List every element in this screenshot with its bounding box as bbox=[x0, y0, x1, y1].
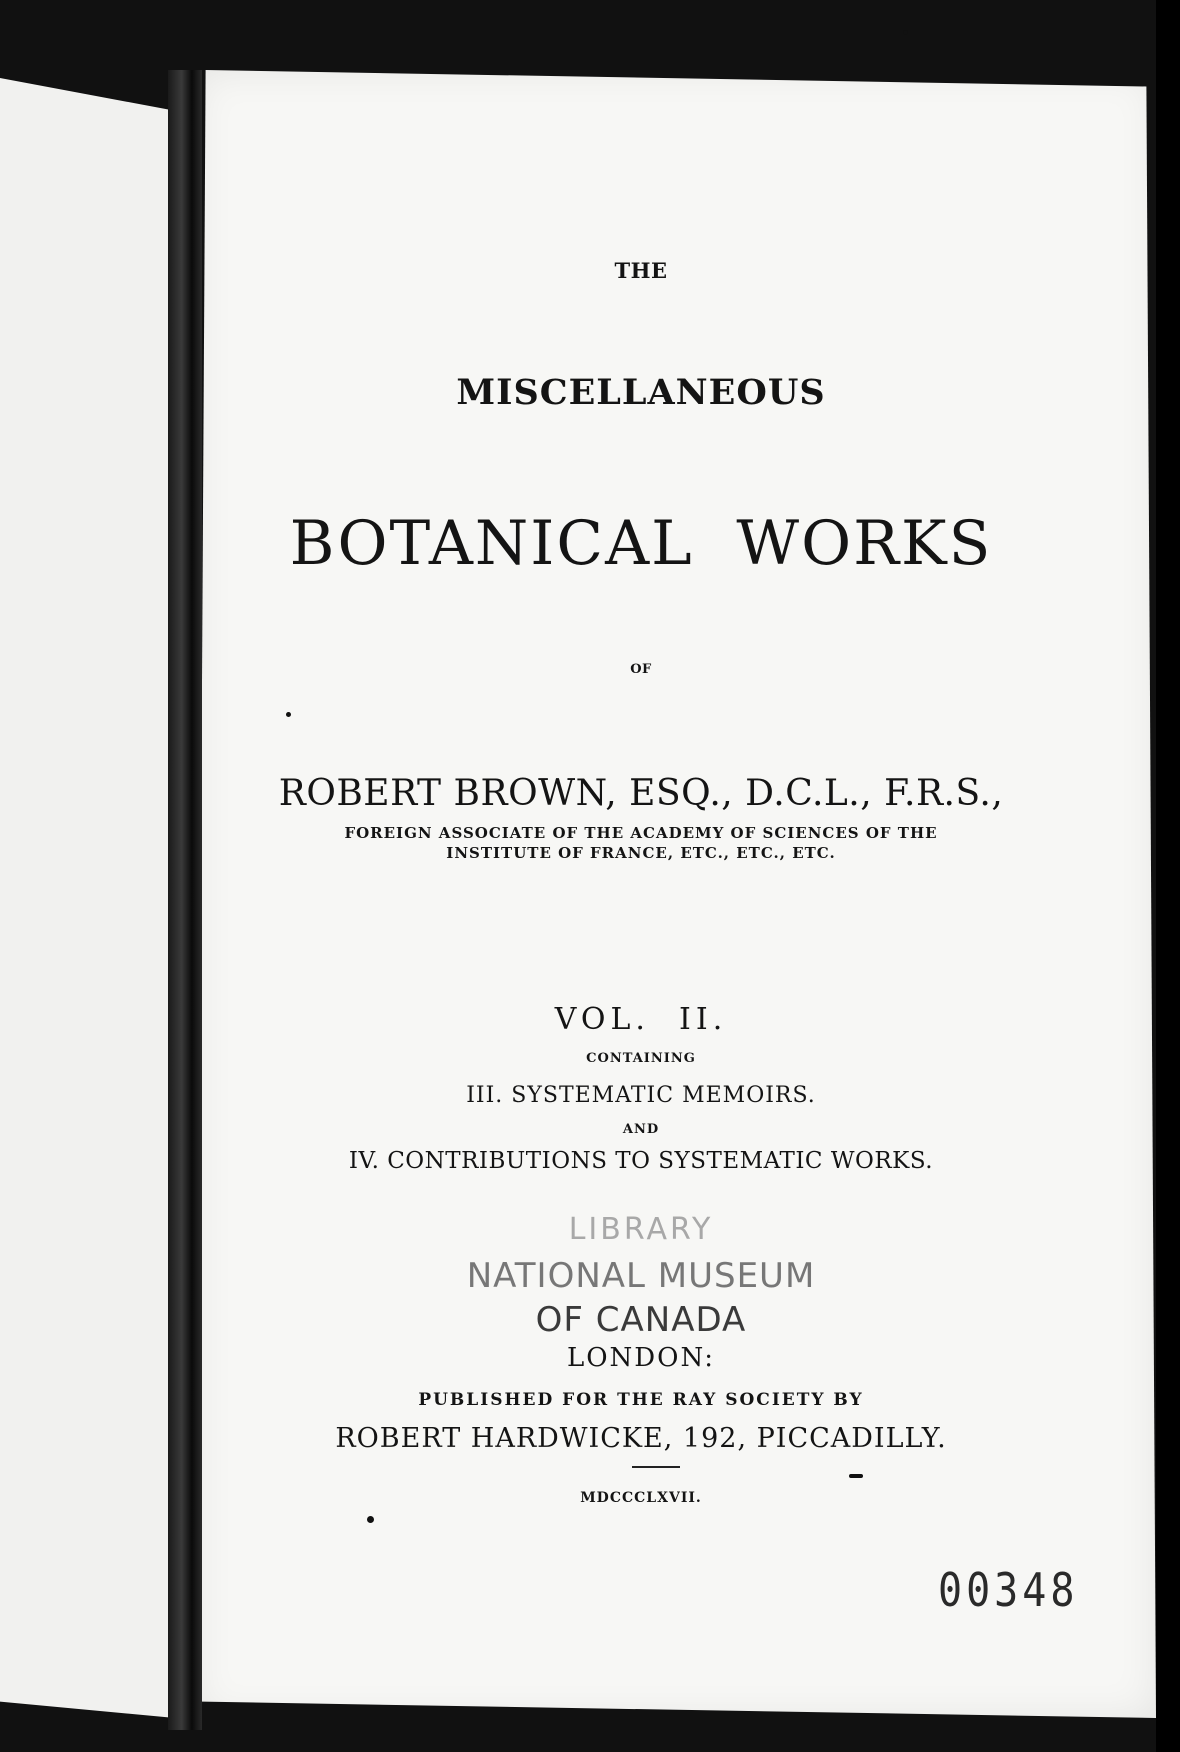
part-four: IV. CONTRIBUTIONS TO SYSTEMATIC WORKS. bbox=[348, 1148, 934, 1174]
ink-speck bbox=[849, 1474, 863, 1478]
imprint-year: MDCCCLXVII. bbox=[580, 1490, 702, 1506]
author-name: ROBERT BROWN, ESQ., D.C.L., F.R.S., bbox=[278, 773, 1004, 814]
divider-rule bbox=[632, 1466, 680, 1468]
containing-label: CONTAINING bbox=[586, 1051, 696, 1066]
title-miscellaneous: MISCELLANEOUS bbox=[456, 372, 826, 413]
title-of: OF bbox=[630, 662, 652, 677]
scan-edge bbox=[1156, 0, 1180, 1752]
ink-speck bbox=[286, 712, 291, 717]
library-stamp-line-1: LIBRARY bbox=[568, 1212, 714, 1247]
and-label: AND bbox=[622, 1122, 660, 1137]
library-stamp-line-3: OF CANADA bbox=[535, 1300, 747, 1340]
ink-speck bbox=[903, 30, 908, 35]
credentials-line-1: FOREIGN ASSOCIATE OF THE ACADEMY OF SCIENCES OF THE bbox=[344, 824, 938, 842]
author-credentials bbox=[196, 823, 1086, 863]
credentials-line-2: INSTITUTE OF FRANCE, ETC., ETC., ETC. bbox=[446, 844, 836, 862]
imprint-published-for: PUBLISHED FOR THE RAY SOCIETY BY bbox=[418, 1390, 864, 1410]
imprint-city: LONDON: bbox=[566, 1343, 716, 1373]
title-the: THE bbox=[614, 258, 668, 283]
imprint-publisher: ROBERT HARDWICKE, 192, PICCADILLY. bbox=[335, 1423, 947, 1454]
title-page bbox=[196, 70, 1156, 1718]
facing-page bbox=[0, 78, 175, 1718]
ink-speck bbox=[367, 1516, 374, 1523]
title-botanical-works: BOTANICAL WORKS bbox=[289, 508, 993, 579]
accession-number: 00348 bbox=[938, 1564, 1079, 1618]
book-gutter bbox=[168, 70, 202, 1730]
part-three: III. SYSTEMATIC MEMOIRS. bbox=[466, 1083, 816, 1108]
volume-number: VOL. II. bbox=[554, 1002, 728, 1037]
library-stamp-line-2: NATIONAL MUSEUM bbox=[466, 1256, 816, 1296]
